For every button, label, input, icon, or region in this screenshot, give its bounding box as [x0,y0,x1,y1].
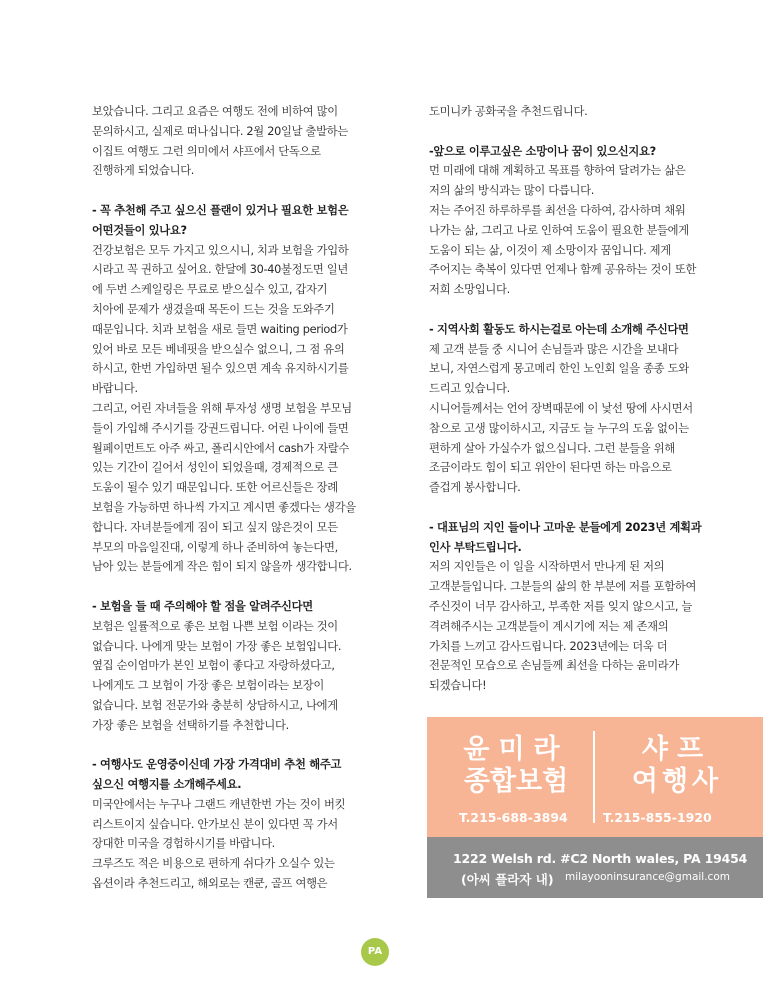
section-heading: 싶으신 여행지를 소개해주세요. [92,778,242,792]
section-heading: - 보험을 들 때 주의해야 할 점을 알려주신다면 [92,599,313,613]
text-line: 그리고, 어린 자녀들을 위해 투자성 생명 보험을 부모님 [92,401,352,415]
text-line: 보험은 일률적으로 좋은 보험 나쁜 보험 이라는 것이 [92,619,338,633]
section-heading: 어떤것들이 있나요? [92,223,187,237]
text-line: 드리고 있습니다. [429,382,510,396]
ad-bottom-panel [427,837,763,898]
ad-insurance-label: 종합보험 [463,766,569,797]
text-line: 먼 미래에 대해 계획하고 목표를 향하여 달려가는 삶은 [429,164,686,178]
text-line: 옵션이라 추천드리고, 해외로는 캔쿤, 골프 여행은 [92,877,328,891]
text-line: 리스트이지 싶습니다. 안가보신 분이 있다면 꼭 가서 [92,817,338,831]
ad-divider [593,731,595,823]
text-line: 저의 지인들은 이 일을 시작하면서 만나게 된 저의 [429,560,665,574]
section-heading: - 대표님의 지인 들이나 고마운 분들에게 2023년 계획과 [429,520,702,534]
ad-phone-insurance: T.215-688-3894 [459,810,568,825]
text-line: 건강보험은 모두 가지고 있으시니, 치과 보험을 가입하 [92,243,349,257]
text-line: 조금이라도 힘이 되고 위안이 된다면 하는 마음으로 [429,461,672,475]
text-line: 되겠습니다! [429,679,487,693]
text-line: 이집트 여행도 그런 의미에서 샤프에서 단독으로 [92,144,321,158]
text-line: 제 고객 분들 중 시니어 손님들과 많은 시간을 보내다 [429,342,679,356]
text-line: 전문적인 모습으로 손님들께 최선을 다하는 윤미라가 [429,659,679,673]
text-line: 가치를 느끼고 감사드립니다. 2023년에는 더욱 더 [429,639,668,653]
text-line: 시라고 꼭 권하고 싶어요. 한달에 30-40불정도면 일년 [92,263,349,277]
text-line: 에 두번 스케일링은 무료로 받으실수 있고, 갑자기 [92,283,328,297]
text-line [92,181,384,201]
text-line [92,577,384,597]
text-line: 월페이먼트도 아주 싸고, 폴리시안에서 cash가 자랄수 [92,441,349,455]
text-line: 있는 기간이 길어서 성인이 되었을때, 경제적으로 큰 [92,461,338,475]
text-line [429,300,725,320]
text-line: 주신것이 너무 감사하고, 부족한 저를 잊지 않으시고, 늘 [429,599,693,613]
text-line: 하시고, 한번 가입하면 될수 있으면 계속 유지하시기를 [92,362,349,376]
ad-address-note: (아씨 플라자 내) [461,872,554,887]
page-badge: PA [361,938,389,966]
text-line: 장대한 미국을 경험하시기를 바랍니다. [92,837,275,851]
article-left-column [92,102,384,894]
text-line: 보았습니다. 그리고 요즘은 여행도 전에 비하여 많이 [92,105,338,118]
section-heading: - 지역사회 활동도 하시는걸로 아는데 소개해 주신다면 [429,322,689,336]
text-line: 참으로 고생 많이하시고, 지금도 늘 누구의 도움 없이는 [429,421,689,435]
article-right-column [429,102,725,696]
text-line: 저는 주어진 하루하루를 최선을 다하여, 감사하며 채워 [429,203,686,217]
ad-travel-label: 여행사 [631,766,723,797]
text-line: 합니다. 자녀분들에게 짐이 되고 싶지 않은것이 모든 [92,520,338,534]
text-line: 편하게 살아 가실수가 없으십니다. 그런 분들을 위해 [429,441,675,455]
text-line: 부모의 마음일진대, 이렇게 하나 준비하여 놓는다면, [92,540,338,554]
text-line: 있어 바로 모든 베네핏을 받으실수 없으니, 그 점 유의 [92,342,345,356]
ad-name: 윤미라 [463,734,569,765]
text-line: 즐겁게 봉사합니다. [429,481,521,495]
text-line: 진행하게 되었습니다. [92,164,195,178]
text-line [92,736,384,756]
text-line: 시니어들께서는 언어 장벽때문에 이 낯선 땅에 사시면서 [429,401,693,415]
ad-email: milayooninsurance@gmail.com [565,871,730,883]
text-line: 저희 소망입니다. [429,283,510,297]
text-line: 고객분들입니다. 그분들의 삶의 한 부분에 저를 포함하여 [429,580,697,594]
text-line: 미국안에서는 누구나 그랜드 캐년한번 가는 것이 버킷 [92,797,346,811]
text-line: 도미니카 공화국을 추천드립니다. [429,105,588,118]
text-line: 크루즈도 적은 비용으로 편하게 쉬다가 오실수 있는 [92,857,335,871]
text-line: 도움이 될수 있기 때문입니다. 또한 어르신들은 장례 [92,481,338,495]
text-line: 가장 좋은 보험을 선택하기를 추천합니다. [92,718,289,732]
ad-address: 1222 Welsh rd. #C2 North wales, PA 19454 [453,851,748,866]
text-line: 주어지는 축복이 있다면 언제나 함께 공유하는 것이 또한 [429,263,697,277]
text-line: 나가는 삶, 그리고 나로 인하여 도움이 필요한 분들에게 [429,223,689,237]
text-line [429,498,725,518]
ad-phone-travel: T.215-855-1920 [603,810,712,825]
text-line: 들이 가입해 주시기를 강권드립니다. 어린 나이에 들면 [92,421,349,435]
section-heading: - 꼭 추천해 주고 싶으신 플랜이 있거나 필요한 보험은 [92,203,349,217]
text-line: 저의 삶의 방식과는 많이 다릅니다. [429,184,595,198]
text-line: 격려해주시는 고객분들이 계시기에 저는 제 존재의 [429,619,669,633]
ad-top-panel [427,717,763,837]
section-heading: 인사 부탁드립니다. [429,540,522,554]
text-line: 보니, 자연스럽게 몽고메리 한인 노인회 일을 종종 도와 [429,362,689,376]
text-line: 보험을 가능하면 하나씩 가지고 계시면 좋겠다는 생각을 [92,500,356,514]
text-line [429,122,725,142]
text-line: 없습니다. 보험 전문가와 충분히 상담하시고, 나에게 [92,698,338,712]
text-line: 문의하시고, 실제로 떠나십니다. 2월 20일날 출발하는 [92,124,348,138]
section-heading: - 여행사도 운영중이신데 가장 가격대비 추천 해주고 [92,758,342,772]
text-line: 나에게도 그 보험이 가장 좋은 보험이라는 보장이 [92,679,325,693]
section-heading: -앞으로 이루고싶은 소망이나 꿈이 있으신지요? [429,144,656,158]
text-line: 없습니다. 나에게 맞는 보험이 가장 좋은 보험입니다. [92,639,342,653]
text-line: 도움이 되는 삶, 이것이 제 소망이자 꿈입니다. 제게 [429,243,671,257]
text-line: 때문입니다. 치과 보험을 새로 들면 waiting period가 [92,322,348,336]
advertisement [427,717,763,898]
text-line: 옆집 순이엄마가 본인 보험이 좋다고 자랑하셨다고, [92,659,335,673]
text-line: 바랍니다. [92,382,138,396]
ad-travel-brand: 샤프 [641,734,713,765]
text-line: 치아에 문제가 생겼을때 목돈이 드는 것을 도와주기 [92,302,335,316]
text-line: 남아 있는 분들에게 작은 힘이 되지 않을까 생각합니다. [92,560,352,574]
